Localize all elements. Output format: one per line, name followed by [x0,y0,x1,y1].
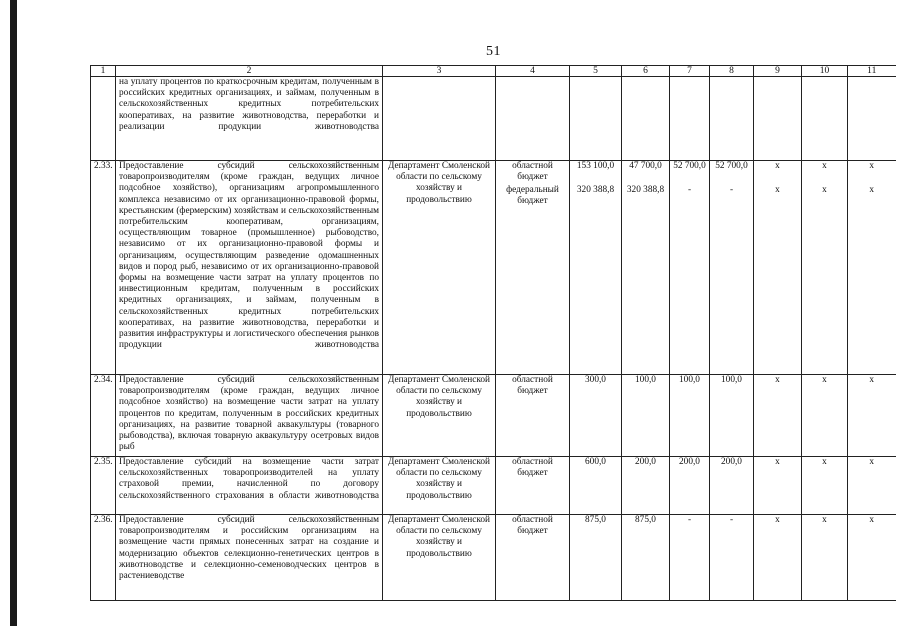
scan-edge-shadow [10,0,17,626]
measure-description: Предоставление субсидий сельскохозяйственным товаропроизводителям (кроме граждан, ведущих личное подсобное хозяйство) на возмещение части затрат на уплату процентов по кредитам, полученным в российских кредитных организациях, на развитие товарной аквакультуры (товарного рыбоводства), включая товарную аквакультуру осетровых видов рыб [116,375,383,457]
measure-description: Предоставление субсидий на возмещение части затрат сельскохозяйственных товаропроизводителей на уплату страховой премии, начисленной по договору сельскохозяйственного страхования в области животноводства [116,457,383,515]
column-header: 3 [383,66,496,77]
mark-col-9 [754,77,802,161]
measure-description: на уплату процентов по краткосрочным кредитам, полученным в российских кредитных организациях, и займам, полученным в сельскохозяйственных кредитных потребительских кооперативах, на развитие животноводства, переработки и реализации продукции животноводства [116,77,383,161]
page-number: 51 [486,44,501,59]
amount-total [570,77,622,161]
column-header: 4 [496,66,570,77]
amount-year-1: 100,0 [622,375,670,457]
mark-col-10: х [802,515,848,601]
mark-col-9: х х [754,161,802,375]
department-cell: Департамент Смоленской области по сельскому хозяйству и продовольствию [383,161,496,375]
mark-col-10: х [802,375,848,457]
column-header-row [91,66,896,77]
table-row [91,77,896,161]
mark-col-10: х [802,457,848,515]
measure-description: Предоставление субсидий сельскохозяйственным товаропроизводителям и российским организациям на возмещение части прямых понесенных затрат на создание и модернизацию объектов селекционно-генетических центров в животноводстве и селекционно-семеноводческих центров в растениеводстве [116,515,383,601]
table-row [91,515,896,601]
amount-year-1 [622,77,670,161]
table-row [91,375,896,457]
amount-year-2 [670,77,710,161]
amount-year-1: 875,0 [622,515,670,601]
row-number: 2.35. [91,457,116,515]
column-header: 2 [116,66,383,77]
row-number: 2.36. [91,515,116,601]
column-header: 8 [710,66,754,77]
amount-total: 153 100,0 320 388,8 [570,161,622,375]
department-cell: Департамент Смоленской области по сельскому хозяйству и продовольствию [383,457,496,515]
mark-col-11: х х [848,161,896,375]
mark-col-9: х [754,375,802,457]
amount-total: 875,0 [570,515,622,601]
amount-total: 300,0 [570,375,622,457]
funding-source: областной бюджет [496,375,570,457]
amount-total: 600,0 [570,457,622,515]
row-number: 2.34. [91,375,116,457]
amount-year-1: 200,0 [622,457,670,515]
column-header: 1 [91,66,116,77]
column-header: 10 [802,66,848,77]
column-header: 6 [622,66,670,77]
funding-source: областной бюджет федеральный бюджет [496,161,570,375]
amount-year-2: - [670,515,710,601]
amount-year-2: 100,0 [670,375,710,457]
funding-source: областной бюджет [496,515,570,601]
amount-year-3 [710,77,754,161]
mark-col-9: х [754,515,802,601]
row-number: 2.33. [91,161,116,375]
department-cell [383,77,496,161]
row-number [91,77,116,161]
mark-col-10: х х [802,161,848,375]
budget-table [90,65,896,601]
table-row [91,457,896,515]
amount-year-2: 52 700,0 - [670,161,710,375]
department-cell: Департамент Смоленской области по сельскому хозяйству и продовольствию [383,375,496,457]
mark-col-11: х [848,457,896,515]
mark-col-11 [848,77,896,161]
amount-year-3: 100,0 [710,375,754,457]
amount-year-3: - [710,515,754,601]
mark-col-11: х [848,375,896,457]
measure-description: Предоставление субсидий сельскохозяйственным товаропроизводителям (кроме граждан, ведущих личное подсобное хозяйство), организациям агропромышленного комплекса независимо от их организационно-правовой формы, крестьянским (фермерским) хозяйствам и сельскохозяйственным потребительским кооперативам, организациям, осуществляющим товарное (промышленное) рыбоводство, независимо от их организационно-правовой формы и организациям, осуществляющим разведение одомашненных видов и пород рыб, независимо от их организационно-правовой формы на возмещение части затрат на уплату процентов по инвестиционным кредитам, полученным в российских кредитных организациях, и займам, полученным в сельскохозяйственных кредитных потребительских кооперативах, на развитие животноводства, переработки и развития инфраструктуры и логистического обеспечения рынков продукции животноводства [116,161,383,375]
column-header: 9 [754,66,802,77]
funding-source [496,77,570,161]
mark-col-9: х [754,457,802,515]
table-row [91,161,896,375]
amount-year-2: 200,0 [670,457,710,515]
mark-col-10 [802,77,848,161]
department-cell: Департамент Смоленской области по сельскому хозяйству и продовольствию [383,515,496,601]
funding-source: областной бюджет [496,457,570,515]
amount-year-3: 200,0 [710,457,754,515]
mark-col-11: х [848,515,896,601]
column-header: 7 [670,66,710,77]
amount-year-1: 47 700,0 320 388,8 [622,161,670,375]
amount-year-3: 52 700,0 - [710,161,754,375]
column-header: 5 [570,66,622,77]
column-header: 11 [848,66,896,77]
